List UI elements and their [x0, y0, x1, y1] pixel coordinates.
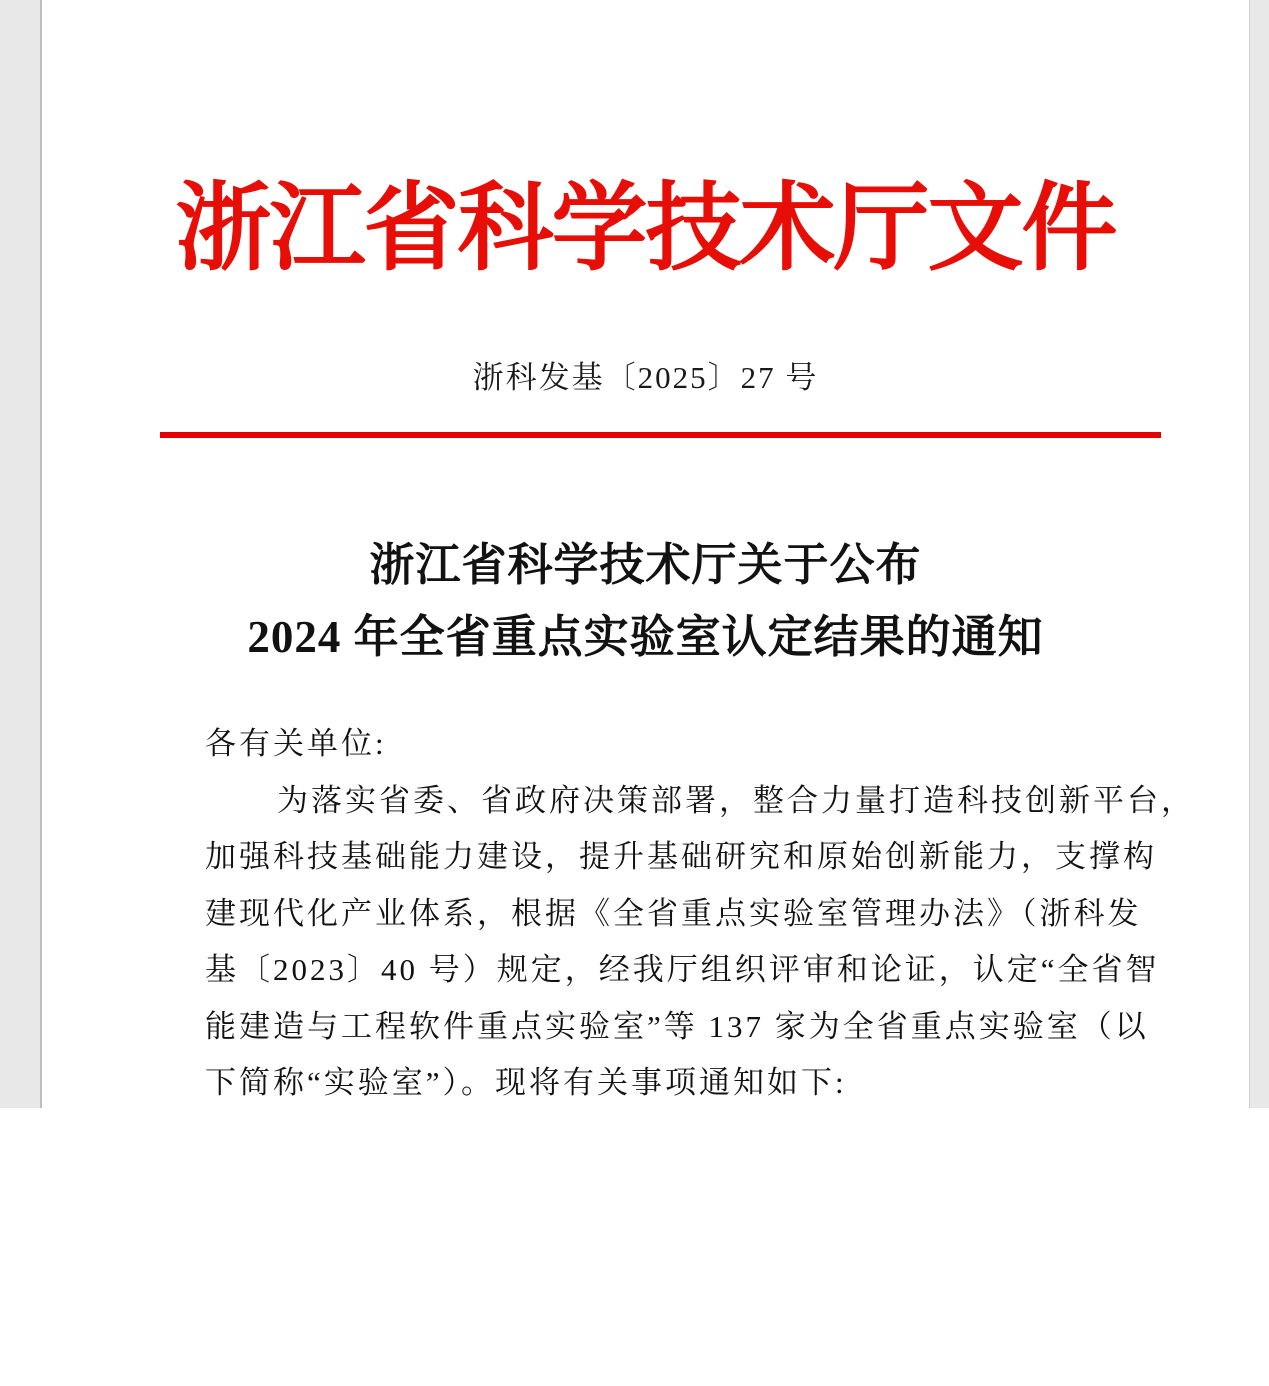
body-line: 建现代化产业体系，根据《全省重点实验室管理办法》（浙科发	[205, 895, 1142, 931]
body-line: 加强科技基础能力建设，提升基础研究和原始创新能力，支撑构	[205, 839, 1157, 874]
left-page-margin-band	[0, 0, 42, 1112]
letterhead-red-rule	[160, 432, 1161, 438]
notice-title-line2: 2024 年全省重点实验室认定结果的通知	[247, 612, 1044, 662]
body-line: 为落实省委、省政府决策部署，整合力量打造科技创新平台，	[277, 782, 1195, 818]
letterhead-title: 浙江省科学技术厅文件	[175, 175, 1116, 282]
salutation: 各有关单位:	[205, 726, 387, 761]
notice-body	[205, 716, 1195, 1112]
body-line: 能建造与工程软件重点实验室”等 137 家为全省重点实验室（以	[205, 1008, 1149, 1044]
lab-table-strip	[0, 1108, 1269, 1386]
right-page-margin-band	[1249, 0, 1269, 1110]
document-number: 浙科发基〔2025〕27 号	[472, 360, 819, 395]
body-line: 基〔2023〕40 号）规定，经我厅组织评审和论证，认定“全省智	[205, 952, 1160, 987]
body-line: 下简称“实验室”）。现将有关事项通知如下:	[205, 1065, 847, 1100]
notice-title-line1: 浙江省科学技术厅关于公布	[369, 540, 922, 590]
